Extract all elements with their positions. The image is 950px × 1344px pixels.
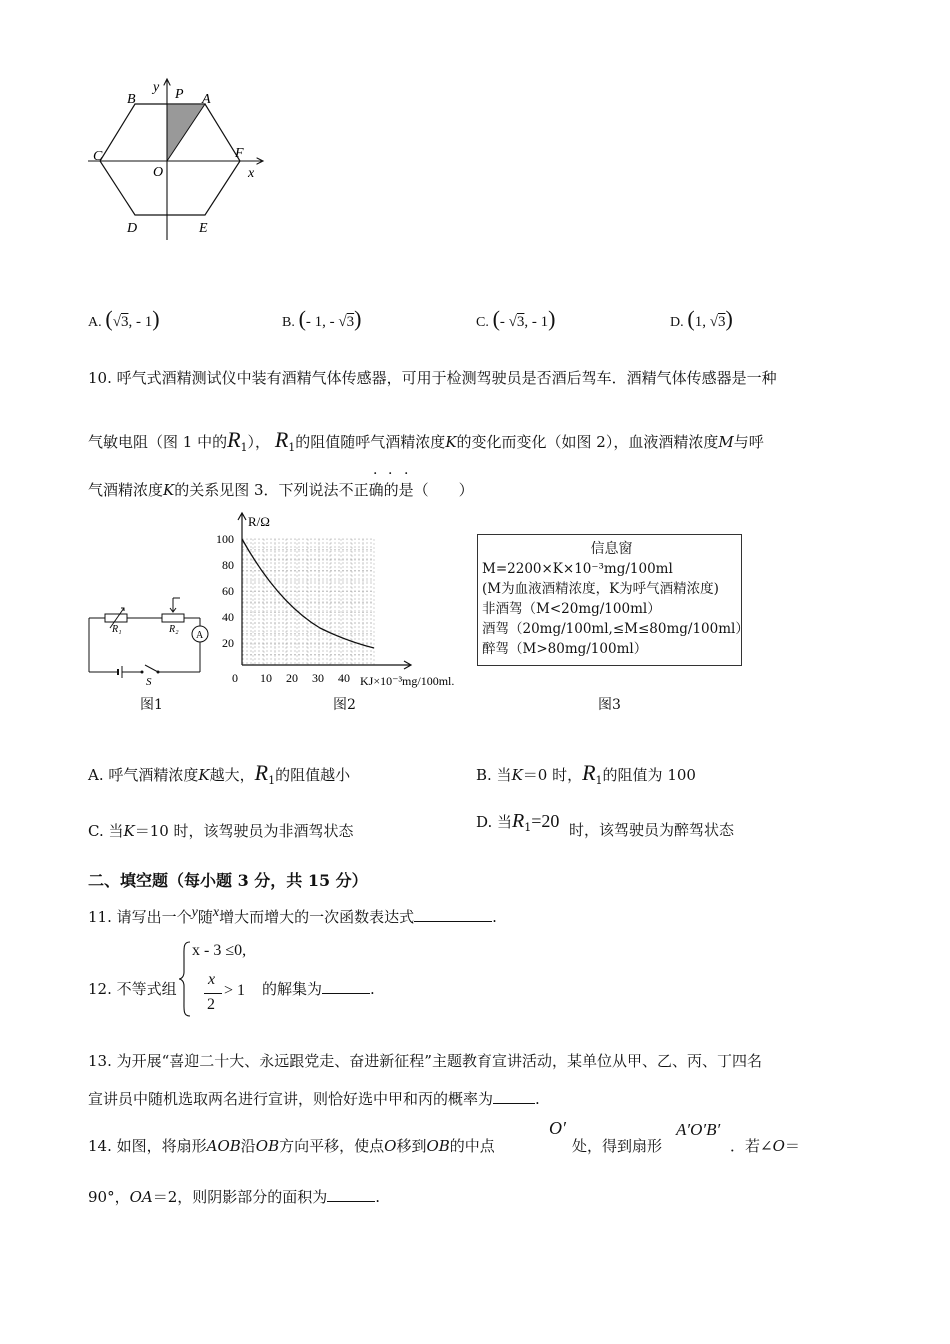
y-tick: 80 [222, 558, 234, 572]
option-value: - 1, - [305, 314, 339, 330]
option-value-tail: , - 1 [524, 314, 549, 330]
option-letter: A. [88, 315, 102, 330]
label-C: C [93, 149, 103, 164]
q14-sector-name: A′O′B′ [676, 1120, 721, 1139]
option-letter: D. [670, 315, 684, 330]
option-value: - [499, 314, 509, 330]
y-tick: 20 [222, 636, 234, 650]
answer-blank[interactable] [414, 907, 492, 922]
resistor-r2 [162, 614, 184, 622]
q10-option-c[interactable]: C. 当K＝10 时，该驾驶员为非酒驾状态 [88, 822, 354, 840]
q9-option-a[interactable]: A. (√3, - 1) [88, 306, 160, 331]
figure3-caption: 图3 [598, 697, 621, 713]
q14-line1c: ．若∠O＝ [730, 1137, 800, 1155]
q14-line1: 14. 如图，将扇形AOB沿OB方向平移，使点O移到OB的中点 [88, 1137, 495, 1155]
label-D: D [127, 221, 138, 236]
sqrt-sign: √ [112, 314, 121, 330]
info-line: (M为血液酒精浓度，K为呼气酒精浓度) [482, 581, 719, 597]
y-tick: 100 [216, 532, 234, 546]
label-r1: R₁ [112, 624, 122, 635]
label-E: E [199, 221, 208, 236]
q9-option-c[interactable]: C. (- √3, - 1) [476, 306, 556, 331]
figure1-caption: 图1 [140, 697, 163, 713]
emphasis-dot: · [404, 466, 409, 482]
option-letter: B. [282, 315, 295, 330]
figure3-infobox [477, 534, 749, 666]
q10-option-d[interactable]: D. 当$R_1=20$ 时，该驾驶员为醉驾状态 [476, 810, 734, 839]
figure2-chart [210, 510, 480, 690]
q12-frac-bar [204, 993, 222, 994]
label-O: O [153, 165, 164, 180]
y-tick: 40 [222, 610, 234, 624]
info-line: M=2200×K×10⁻³mg/100ml [482, 561, 673, 577]
sqrt-sign: √ [709, 314, 718, 330]
option-value: 1 [144, 314, 153, 330]
x-tick: 40 [338, 671, 350, 685]
q10-line3: 气酒精浓度K的关系见图 3．下列说法不正确的是（ ） [88, 481, 474, 499]
r1-symbol: R [274, 427, 289, 452]
info-title: 信息窗 [590, 541, 633, 557]
answer-blank[interactable] [327, 1187, 375, 1202]
info-line: 醉驾（M>80mg/100ml） [482, 641, 648, 657]
sqrt-radicand: 3 [120, 314, 129, 330]
info-line: 非酒驾（M<20mg/100ml） [482, 601, 661, 617]
x-axis-label: KJ×10⁻³mg/100ml. [360, 674, 455, 688]
q12-gt: > 1 [224, 982, 246, 999]
y-axis-label: R/Ω [248, 514, 270, 529]
q12-tail: 的解集为 . [262, 980, 375, 998]
q14-line1b: 处，得到扇形 [572, 1137, 663, 1155]
q12-frac-num: x [208, 971, 216, 988]
q9-option-b[interactable]: B. (- 1, - √3) [282, 306, 362, 331]
sqrt-radicand: 3 [346, 314, 355, 330]
emphasis-dot: · [388, 466, 393, 482]
q10-line1: 10. 呼气式酒精测试仪中装有酒精气体传感器，可用于检测驾驶员是否酒后驾车．酒精气体传感器是一种 [88, 369, 777, 387]
label-s: S [146, 676, 152, 685]
q13-line2: 宣讲员中随机选取两名进行宣讲，则恰好选中甲和丙的概率为 . [88, 1090, 540, 1108]
x-tick: 20 [286, 671, 298, 685]
label-P: P [175, 87, 184, 102]
shaded-triangle [167, 104, 205, 161]
x-tick: 10 [260, 671, 272, 685]
figure1-circuit [80, 590, 215, 685]
label-x: x [248, 166, 255, 181]
x-tick: 30 [312, 671, 324, 685]
sqrt-radicand: 3 [516, 314, 525, 330]
label-B: B [127, 92, 136, 107]
r1-symbol: R [512, 810, 525, 832]
sqrt-sign: √ [338, 314, 347, 330]
q12-ineq1: x - 3 ≤0, [192, 942, 247, 959]
r1-symbol: R [227, 427, 241, 452]
sqrt-radicand: 3 [717, 314, 726, 330]
q13-line1: 13. 为开展“喜迎二十大、永远跟党走、奋进新征程”主题教育宣讲活动，某单位从甲、乙、丙、丁四名 [88, 1052, 762, 1070]
q10-option-b[interactable]: B. 当K＝0 时，$R_1$的阻值为 100 [476, 760, 696, 787]
y-tick: 60 [222, 584, 234, 598]
label-y: y [153, 80, 160, 95]
emphasis-dot: · [373, 466, 378, 482]
emphasis-text: 不正确 [338, 481, 384, 499]
answer-blank[interactable] [322, 979, 370, 994]
resistor-r1 [105, 614, 127, 622]
sqrt-sign: √ [508, 314, 517, 330]
q10-line2: 气敏电阻（图 1 中的$R_1$）， $R_1$的阻值随呼气酒精浓度K的变化而变化（如图 2），血液酒精浓度M与呼 [88, 427, 764, 454]
q10-option-a[interactable]: A. 呼气酒精浓度K越大，$R_1$的阻值越小 [88, 760, 351, 787]
answer-blank[interactable] [493, 1089, 535, 1104]
r1-symbol: R [254, 760, 269, 785]
label-r2: R₂ [169, 624, 179, 635]
figure2-caption: 图2 [333, 697, 356, 713]
x-tick: 0 [232, 671, 238, 685]
q12-brace [178, 940, 192, 1018]
section-header: 二、填空题（每小题 3 分，共 15 分） [88, 871, 368, 890]
label-F: F [235, 146, 244, 161]
option-letter: C. [476, 315, 489, 330]
r1-symbol: R [582, 760, 596, 785]
svg-text:A: A [196, 630, 204, 641]
q9-option-d[interactable]: D. (1, √3) [670, 306, 733, 331]
option-value: 1, [694, 314, 710, 330]
q12-label: 12. 不等式组 [88, 980, 177, 998]
q14-line2: 90°，OA＝2，则阴影部分的面积为 . [88, 1188, 381, 1206]
q12-frac-den: 2 [207, 996, 215, 1013]
q14-oprime: O′ [549, 1118, 566, 1138]
label-A: A [202, 92, 211, 107]
hexagon-figure [80, 75, 280, 245]
info-line: 酒驾（20mg/100ml,≤M≤80mg/100ml） [482, 621, 749, 637]
q11: 11. 请写出一个$^y$随$^x$增大而增大的一次函数表达式 . [88, 905, 497, 926]
